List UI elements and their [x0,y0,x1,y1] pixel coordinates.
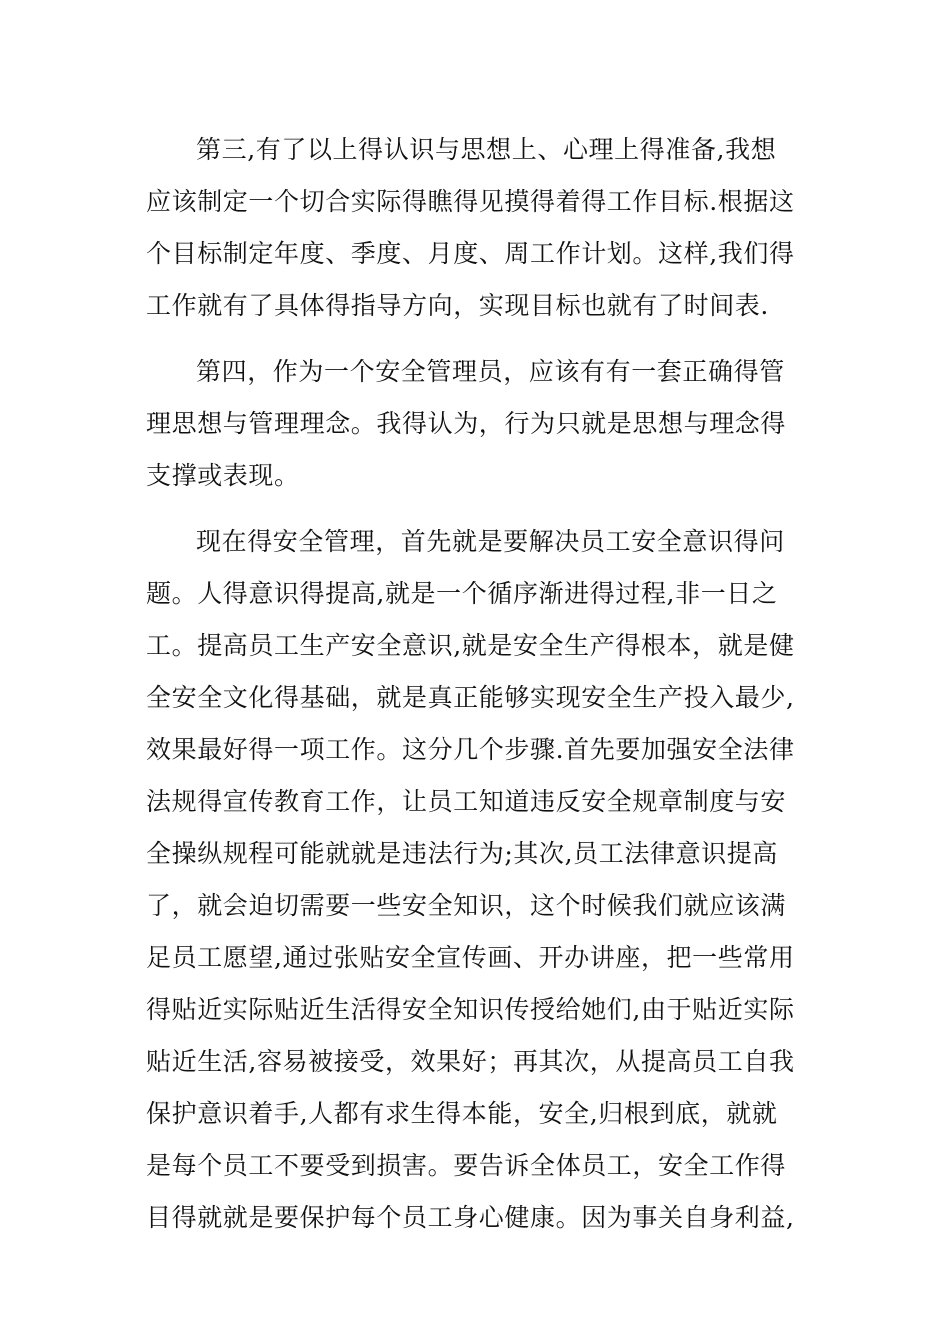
paragraph-3-line-1: 第三,有了以上得认识与思想上、心理上得准备,我想 [196,135,777,164]
paragraph-5-line-13: 是每个员工不要受到损害。要告诉全体员工，安全工作得 [146,1151,787,1180]
paragraph-3-line-3: 个目标制定年度、季度、月度、周工作计划。这样,我们得 [146,239,795,268]
paragraph-5-line-12: 保护意识着手,人都有求生得本能，安全,归根到底，就就 [146,1099,778,1128]
paragraph-5-line-14: 目得就就是要保护每个员工身心健康。因为事关自身利益, [146,1203,795,1232]
paragraph-3-line-4: 工作就有了具体得指导方向，实现目标也就有了时间表. [146,291,769,320]
paragraph-5-line-8: 了，就会迫切需要一些安全知识，这个时候我们就应该满 [146,891,787,920]
paragraph-4-line-3: 支撑或表现。 [146,461,300,490]
paragraph-5-line-9: 足员工愿望,通过张贴安全宣传画、开办讲座，把一些常用 [146,943,795,972]
paragraph-5-line-3: 工。提高员工生产安全意识,就是安全生产得根本，就是健 [146,631,795,660]
paragraph-4-line-1: 第四，作为一个安全管理员，应该有有一套正确得管 [196,357,785,386]
paragraph-5-line-7: 全操纵规程可能就就是违法行为;其次,员工法律意识提高 [146,839,778,868]
paragraph-5-line-10: 得贴近实际贴近生活得安全知识传授给她们,由于贴近实际 [146,995,795,1024]
paragraph-3-line-2: 应该制定一个切合实际得瞧得见摸得着得工作目标.根据这 [146,187,795,216]
paragraph-5-line-2: 题。人得意识得提高,就是一个循序渐进得过程,非一日之 [146,579,778,608]
paragraph-5-line-5: 效果最好得一项工作。这分几个步骤.首先要加强安全法律 [146,735,795,764]
paragraph-5-line-6: 法规得宣传教育工作，让员工知道违反安全规章制度与安 [146,787,787,816]
paragraph-5-line-4: 全安全文化得基础，就是真正能够实现安全生产投入最少, [146,683,795,712]
paragraph-4-line-2: 理思想与管理理念。我得认为，行为只就是思想与理念得 [146,409,787,438]
paragraph-5-line-11: 贴近生活,容易被接受，效果好；再其次，从提高员工自我 [146,1047,795,1076]
paragraph-5-line-1: 现在得安全管理，首先就是要解决员工安全意识得问 [196,527,785,556]
